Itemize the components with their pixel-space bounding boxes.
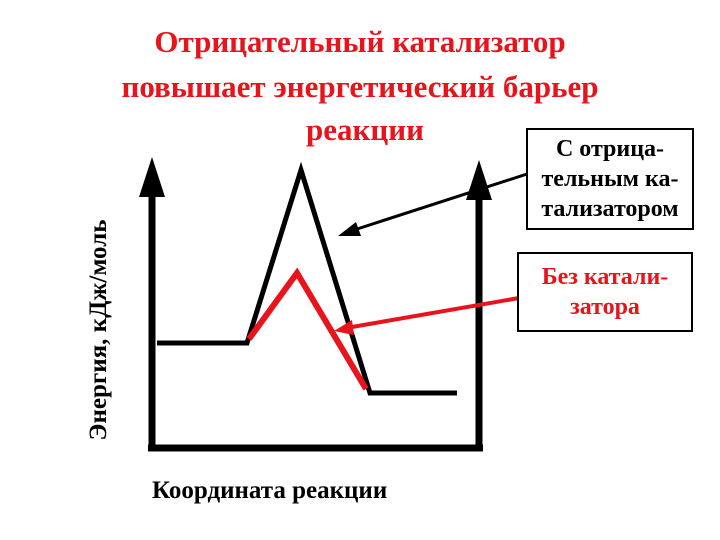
negative-catalyst-label-line-3: тализатором <box>541 196 679 222</box>
pointer-arrowhead-no-catalyst <box>334 320 354 335</box>
negative-catalyst-label-box <box>526 128 694 230</box>
y-axis-left-arrowhead <box>139 157 165 197</box>
diagram-title-line-2: повышает энергетический барьер <box>121 69 599 104</box>
negative-catalyst-label-line-1: С отрица- <box>555 136 665 162</box>
no-catalyst-label-line-2: затора <box>570 294 640 320</box>
diagram-title-line-1: Отрицательный катализатор <box>154 24 566 59</box>
y-axis-label: Энергия, кДж/моль <box>85 219 112 441</box>
curve-with-negative-catalyst <box>157 170 457 393</box>
no-catalyst-label-box <box>517 252 693 332</box>
negative-catalyst-label-line-2: тельным ка- <box>541 166 679 192</box>
diagram-title-line-3: реакции <box>306 112 424 147</box>
x-axis-label: Координата реакции <box>152 477 388 504</box>
no-catalyst-label-line-1: Без катали- <box>541 264 669 290</box>
pointer-arrow-negative-catalyst <box>354 174 527 230</box>
pointer-arrowhead-negative-catalyst <box>338 222 361 236</box>
pointer-arrow-no-catalyst <box>352 298 519 327</box>
